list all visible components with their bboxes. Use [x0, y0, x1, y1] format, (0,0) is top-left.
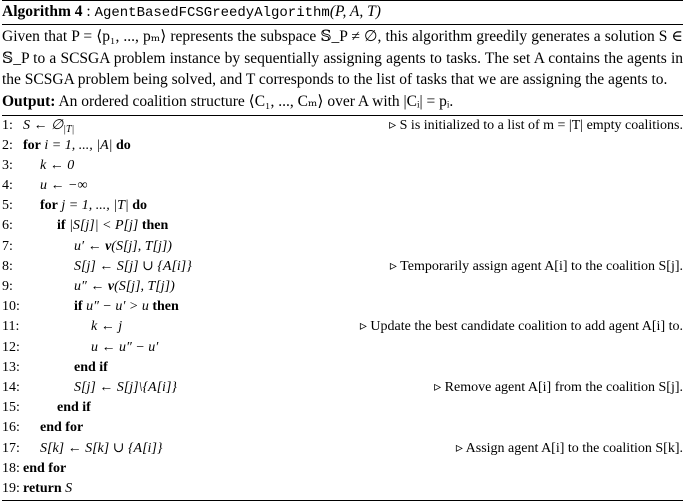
algorithm-box — [2, 0, 683, 501]
line-code — [74, 378, 177, 398]
line-comment: ▹ Assign agent A[i] to the coalition S[k]. — [455, 440, 683, 456]
code-token: u ← −∞ — [40, 178, 88, 194]
algorithm-output — [2, 91, 683, 112]
line-comment: ▹ S is initialized to a list of m = |T| empty coalitions. — [389, 117, 683, 133]
line-code — [23, 459, 66, 479]
code-token: j = 1, ..., |T| — [57, 198, 133, 214]
code-token: S[j] ← S[j] ∪ {A[i]} — [74, 258, 192, 274]
line-comment: ▹ Remove agent A[i] from the coalition S[j]. — [434, 379, 683, 395]
algorithm-title — [2, 1, 683, 24]
pseudocode-line — [2, 439, 683, 459]
pseudocode-line — [2, 479, 683, 499]
line-code — [23, 479, 72, 499]
line-number: 10: — [2, 299, 20, 315]
code-token: if — [57, 218, 66, 234]
line-number: 6: — [2, 218, 13, 234]
title-rule — [2, 24, 683, 25]
code-token: k ← j — [91, 319, 123, 335]
line-number: 5: — [2, 198, 13, 214]
code-token: end for — [23, 460, 67, 476]
code-token: for — [23, 137, 41, 153]
line-code — [74, 257, 192, 277]
code-token: i = 1, ..., |A| — [40, 137, 116, 153]
code-token: then — [141, 218, 169, 234]
line-code — [74, 237, 172, 257]
code-token: S[j] ← S[j]\{A[i]} — [74, 379, 177, 395]
line-number: 9: — [2, 279, 13, 294]
code-token: S — [61, 480, 73, 496]
code-token: end if — [74, 359, 108, 375]
pseudocode-line — [2, 196, 683, 216]
code-token: u″ − u′ > u — [82, 299, 153, 315]
code-token: v — [105, 238, 112, 254]
pseudocode-line — [2, 459, 683, 479]
pseudocode-line — [2, 237, 683, 257]
pseudocode-line — [2, 277, 683, 297]
pseudocode-line — [2, 136, 683, 156]
code-token: (S[j], T[j]) — [111, 238, 172, 254]
line-code — [91, 317, 122, 337]
code-token: do — [115, 137, 131, 153]
pseudocode-line — [2, 418, 683, 438]
line-code — [40, 418, 83, 438]
line-code — [23, 136, 131, 156]
line-code — [40, 156, 74, 176]
line-code — [91, 338, 158, 358]
code-token: u ← u″ − u′ — [91, 339, 159, 355]
pseudocode-line — [2, 216, 683, 236]
line-number: 2: — [2, 137, 13, 153]
algorithm-params: (P, A, T) — [329, 3, 381, 20]
line-number: 3: — [2, 157, 13, 173]
line-number: 1: — [2, 117, 13, 133]
pseudocode-line — [2, 297, 683, 317]
line-comment: ▹ Update the best candidate coalition to add agent A[i] to. — [359, 319, 683, 335]
line-number: 7: — [2, 238, 13, 254]
line-number: 19: — [2, 480, 20, 496]
line-number: 11: — [2, 319, 20, 335]
line-code — [23, 116, 74, 136]
line-number: 8: — [2, 258, 13, 274]
pseudocode-lines — [2, 116, 683, 500]
code-token: k ← 0 — [40, 157, 75, 173]
code-token: S[k] ← S[k] ∪ {A[i]} — [40, 440, 163, 456]
pseudocode-line — [2, 116, 683, 136]
line-number: 13: — [2, 359, 20, 375]
output-text: An ordered coalition structure ⟨C₁, ..., Cₘ⟩ over A with |Cᵢ| = pᵢ. — [58, 92, 454, 110]
line-number: 16: — [2, 420, 20, 436]
pseudocode-line — [2, 156, 683, 176]
code-token: |S[j]| < P[j] — [65, 218, 142, 234]
algorithm-label: Algorithm 4 — [2, 3, 83, 20]
code-token: S ← ∅ — [23, 117, 64, 133]
line-code — [40, 439, 163, 459]
line-code — [74, 277, 175, 297]
code-token: v — [107, 279, 115, 294]
code-token: then — [152, 299, 179, 315]
line-number: 12: — [2, 339, 20, 355]
code-token: end if — [57, 400, 91, 416]
pseudocode-line — [2, 358, 683, 378]
code-token: (S[j], T[j]) — [114, 279, 175, 294]
line-code — [40, 196, 147, 216]
algorithm-separator: : — [86, 3, 91, 20]
line-code — [57, 216, 168, 236]
line-number: 18: — [2, 460, 20, 476]
line-code — [74, 358, 108, 378]
code-token: return — [23, 480, 62, 496]
pseudocode-line — [2, 257, 683, 277]
pseudocode-line — [2, 378, 683, 398]
code-token: |T| — [63, 123, 75, 135]
line-number: 17: — [2, 440, 20, 456]
line-number: 4: — [2, 178, 13, 194]
algorithm-description: Given that P = ⟨p₁, ..., pₘ⟩ represents the subspace 𝕊_P ≠ ∅, this algorithm greedily generates a solution S ∈ 𝕊_P to a SCSGA problem instance by sequentially assigning agents to tasks. The set A contains the agents in the SCSGA problem being solved, and T corresponds to the list of tasks that we are assigning the agents to. — [2, 28, 683, 88]
code-token: do — [132, 198, 148, 214]
line-code — [74, 297, 179, 317]
code-token: for — [40, 198, 58, 214]
code-token: end for — [40, 420, 84, 436]
code-token: if — [74, 299, 83, 315]
pseudocode-line — [2, 176, 683, 196]
line-comment: ▹ Temporarily assign agent A[i] to the coalition S[j]. — [389, 258, 683, 274]
line-code — [40, 176, 87, 196]
code-token: u″ ← — [74, 279, 108, 294]
line-number: 15: — [2, 400, 20, 416]
pseudocode-line — [2, 398, 683, 418]
algorithm-name: AgentBasedFCSGreedyAlgorithm — [94, 5, 330, 21]
pseudocode-line — [2, 338, 683, 358]
output-label: Output: — [2, 92, 56, 110]
code-token: u′ ← — [74, 238, 106, 254]
pseudocode-line — [2, 317, 683, 337]
line-number: 14: — [2, 379, 20, 395]
line-code — [57, 398, 91, 418]
